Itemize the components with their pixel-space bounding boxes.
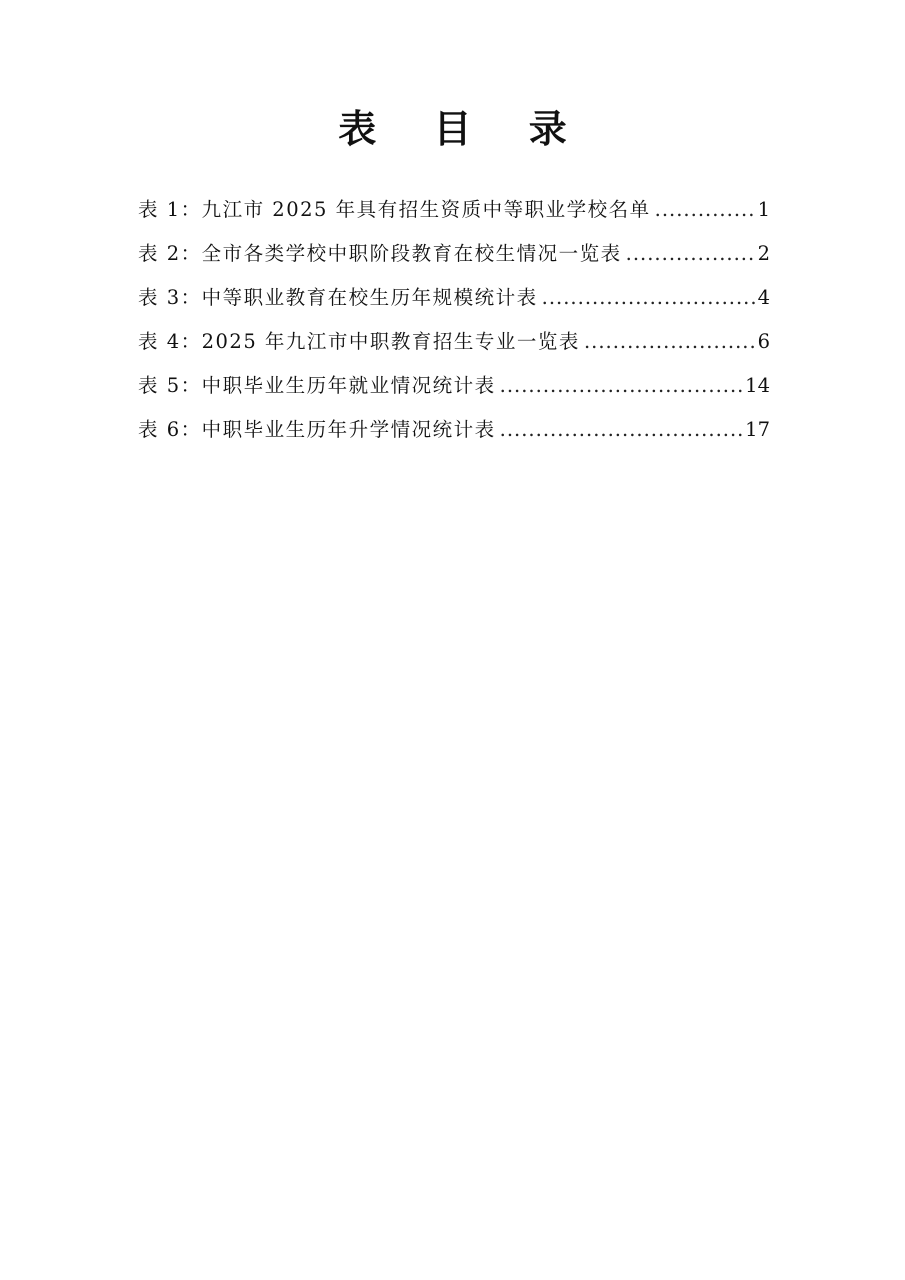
toc-entry[interactable] <box>138 237 770 281</box>
toc-entry-page-number: 14 <box>745 374 770 397</box>
toc-entry-page-number: 4 <box>757 286 770 309</box>
toc-entry[interactable] <box>138 281 770 325</box>
toc-dot-leader <box>584 325 756 359</box>
toc-dot-leader <box>500 369 744 403</box>
page-title: 表 目 录 <box>338 106 589 151</box>
table-of-contents <box>138 193 770 457</box>
toc-dot-leader <box>542 281 756 315</box>
toc-entry-title: 中职毕业生历年就业情况统计表 <box>201 374 496 397</box>
toc-entry[interactable] <box>138 325 770 369</box>
toc-entry-label: 表 6： <box>138 418 202 441</box>
toc-entry-title: 中等职业教育在校生历年规模统计表 <box>201 286 538 309</box>
toc-entry-page-number: 2 <box>757 242 770 265</box>
toc-entry-label: 表 4： <box>138 330 202 353</box>
toc-entry-label: 表 1： <box>138 198 202 221</box>
toc-entry-title: 九江市 2025 年具有招生资质中等职业学校名单 <box>201 198 651 221</box>
toc-entry-page-number: 1 <box>757 198 770 221</box>
toc-entry-title: 中职毕业生历年升学情况统计表 <box>201 418 496 441</box>
toc-entry-label: 表 3： <box>138 286 202 309</box>
toc-entry[interactable] <box>138 369 770 413</box>
toc-entry[interactable] <box>138 193 770 237</box>
toc-dot-leader <box>655 193 756 227</box>
toc-entry-page-number: 6 <box>757 330 770 353</box>
toc-entry-label: 表 2： <box>138 242 202 265</box>
toc-entry-title: 2025 年九江市中职教育招生专业一览表 <box>201 330 580 353</box>
toc-entry-label: 表 5： <box>138 374 202 397</box>
toc-entry-title: 全市各类学校中职阶段教育在校生情况一览表 <box>201 242 622 265</box>
toc-dot-leader <box>626 237 756 271</box>
toc-entry-page-number: 17 <box>745 418 770 441</box>
toc-entry[interactable] <box>138 413 770 457</box>
toc-dot-leader <box>500 413 744 447</box>
